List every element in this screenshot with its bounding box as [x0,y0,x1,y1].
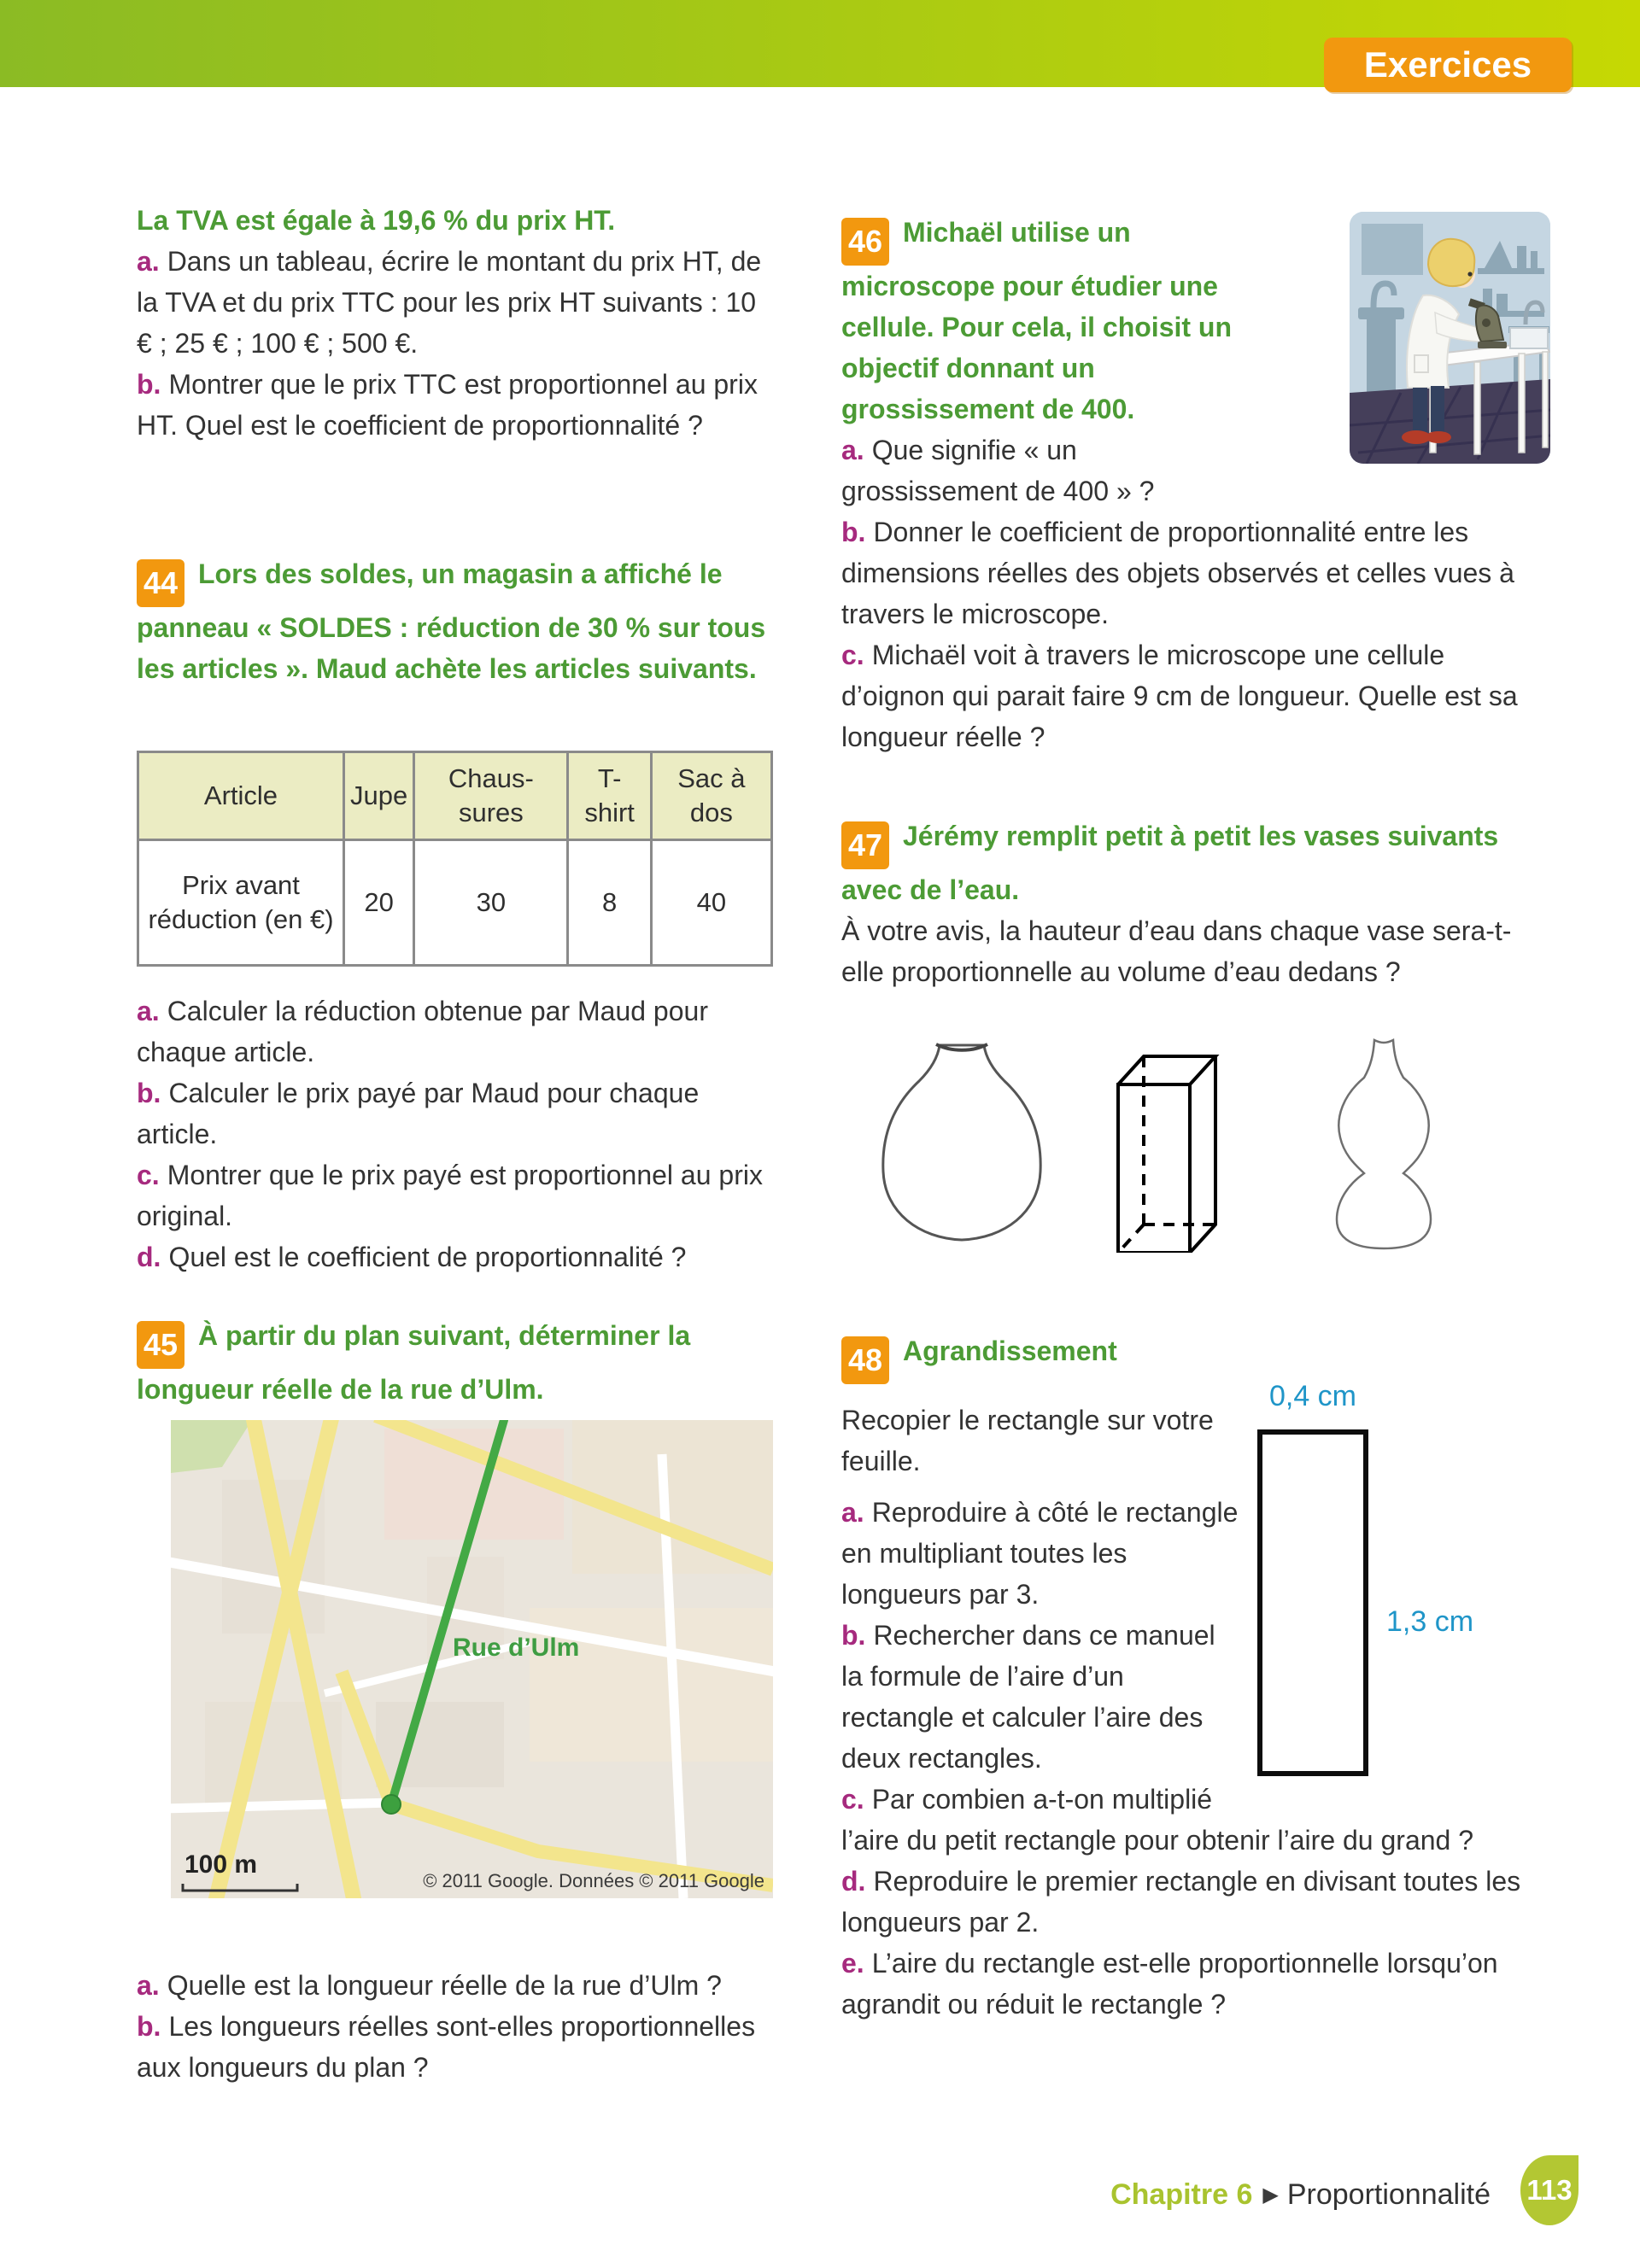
question-letter: b. [841,1620,866,1651]
arrow-icon: ▶ [1262,2183,1279,2207]
question-text: Les longueurs réelles sont-elles proportionnelles aux longueurs du plan ? [137,2011,756,2083]
exercise-heading-text: À partir du plan suivant, déterminer la longueur réelle de la rue d’Ulm. [137,1320,691,1405]
left-column [137,0,773,2268]
exercise-heading-text: Agrandissement [903,1336,1117,1366]
microscope-illustration-wrap [1247,212,1550,472]
question-letter: a. [137,246,160,277]
question-letter: b. [137,369,161,400]
exercise-heading [137,553,773,689]
exercise-heading: La TVA est égale à 19,6 % du prix HT. [137,205,616,236]
question-text: Michaël voit à travers le microscope une cellule d’oignon qui parait faire 9 cm de longueur. Quelle est sa longueur réelle ? [841,640,1518,752]
microscope-kid-illustration [1350,212,1550,464]
question-c [841,1779,1550,1861]
question-text: Reproduire à côté le rectangle en multipliant toutes les longueurs par 3. [841,1497,1239,1610]
scale-label: 100 m [184,1850,258,1879]
question-a [137,991,773,1073]
question-text: Que signifie « un grossissement de 400 » ? [841,435,1155,506]
page-number: 113 [1526,2174,1573,2206]
table-cell: 40 [651,840,771,966]
question-a [137,1965,773,2006]
map-copyright: © 2011 Google. Données © 2011 Google [423,1870,764,1891]
question-letter: c. [841,1784,864,1815]
street-label: Rue d’Ulm [453,1634,580,1662]
question-letter: c. [137,1160,160,1190]
exercise-heading [137,1315,773,1410]
table-row [138,840,772,966]
question-letter: a. [841,1497,864,1528]
exercise-heading-text: Jérémy remplit petit à petit les vases suivants avec de l’eau. [841,821,1499,905]
question-letter: b. [137,1078,161,1108]
question-e [841,1943,1550,2025]
question-text: Quel est le coefficient de proportionnalité ? [168,1242,687,1272]
question-letter: a. [137,996,160,1026]
street-map [171,1420,773,1898]
rectangle-figure [1243,1330,1550,1787]
question-letter: d. [841,1866,866,1897]
round-vase-drawing [883,1044,1040,1240]
table-header-cell: Sac à dos [651,752,771,840]
question-text: Calculer le prix payé par Maud pour chaque article. [137,1078,700,1149]
question-text: Reproduire le premier rectangle en divisant toutes les longueurs par 2. [841,1866,1521,1938]
vases-figure [841,1035,1550,1253]
exercise-46 [841,212,1550,757]
exercise-heading [841,815,1550,910]
exercise-43 [137,200,773,446]
question-b [137,2006,773,2088]
table-cell: 8 [568,840,651,966]
chapter-title: Proportionnalité [1286,2178,1491,2211]
question-letter: a. [841,435,864,465]
question-letter: b. [137,2011,161,2042]
table-header-row [138,752,772,840]
exercise-number-badge: 48 [841,1336,889,1384]
prices-table [137,751,773,967]
width-dimension-label: 0,4 cm [1268,1380,1357,1412]
question-letter: d. [137,1242,161,1272]
question-text: Donner le coefficient de proportionnalité entre les dimensions réelles des objets observés et celles vues à travers le microscope. [841,517,1514,629]
question-d [137,1236,773,1277]
table-header-cell: Chaus-sures [414,752,568,840]
table-cell: 30 [414,840,568,966]
gourd-vase-drawing [1337,1040,1431,1248]
question-text: Montrer que le prix TTC est proportionnel au prix HT. Quel est le coefficient de proportionnalité ? [137,369,758,441]
question-b [841,511,1550,634]
question-text: Dans un tableau, écrire le montant du prix HT, de la TVA et du prix TTC pour les prix HT suivants : 10 € ; 25 € ; 100 € ; 500 €. [137,246,762,359]
exercise-number-badge: 46 [841,218,889,266]
height-dimension-label: 1,3 cm [1386,1605,1474,1638]
page-number-badge [1520,2155,1578,2225]
question-c [137,1154,773,1236]
exercise-body: À votre avis, la hauteur d’eau dans chaque vase sera-t-elle proportionnelle au volume d’eau dedans ? [841,915,1512,987]
question-b [137,364,773,446]
exercise-45 [137,1315,773,2088]
question-b [137,1073,773,1154]
exercise-number-badge: 44 [137,559,184,607]
question-letter: b. [841,517,866,547]
question-letter: c. [841,640,864,670]
question-letter: e. [841,1948,864,1979]
right-column [841,0,1550,2268]
page-footer [854,2176,1491,2214]
exercise-heading-text: Michaël utilise un microscope pour étudier une cellule. Pour cela, il choisit un objectif donnant un grossissement de 400. [841,217,1233,424]
question-d [841,1861,1550,1943]
chapter-label: Chapitre 6 [1110,2178,1253,2211]
exercise-number-badge: 45 [137,1321,184,1369]
question-text: Par combien a-t-on multiplié l’aire du petit rectangle pour obtenir l’aire du grand ? [841,1784,1474,1856]
question-text: Rechercher dans ce manuel la formule de l’aire d’un rectangle et calculer l’aire des deux rectangles. [841,1620,1215,1774]
table-header-cell: Article [138,752,344,840]
table-header-cell: Jupe [344,752,414,840]
question-c [841,634,1550,757]
question-letter: a. [137,1970,160,2001]
table-header-cell: T-shirt [568,752,651,840]
exercise-number-badge: 47 [841,821,889,869]
question-text: Montrer que le prix payé est proportionnel au prix original. [137,1160,763,1231]
exercise-heading-text: Lors des soldes, un magasin a affiché le panneau « SOLDES : réduction de 30 % sur tous les articles ». Maud achète les articles suivants. [137,558,766,684]
table-row-label: Prix avant réduction (en €) [138,840,344,966]
exercises-tab-label: Exercices [1363,44,1532,85]
exercise-44 [137,553,773,1277]
exercise-intro: Recopier le rectangle sur votre feuille. [841,1405,1214,1476]
table-cell: 20 [344,840,414,966]
question-text: L’aire du rectangle est-elle proportionnelle lorsqu’on agrandit ou réduit le rectangle ? [841,1948,1498,2020]
question-text: Quelle est la longueur réelle de la rue d’Ulm ? [167,1970,722,2001]
question-a [137,241,773,364]
exercise-48 [841,1330,1550,2025]
question-text: Calculer la réduction obtenue par Maud pour chaque article. [137,996,708,1067]
exercise-47 [841,815,1550,1264]
question-list [137,1965,773,2088]
rectangle-drawing [1257,1429,1368,1776]
prism-vase-drawing [1118,1056,1215,1253]
map-image [171,1420,773,1898]
question-list [137,991,773,1277]
